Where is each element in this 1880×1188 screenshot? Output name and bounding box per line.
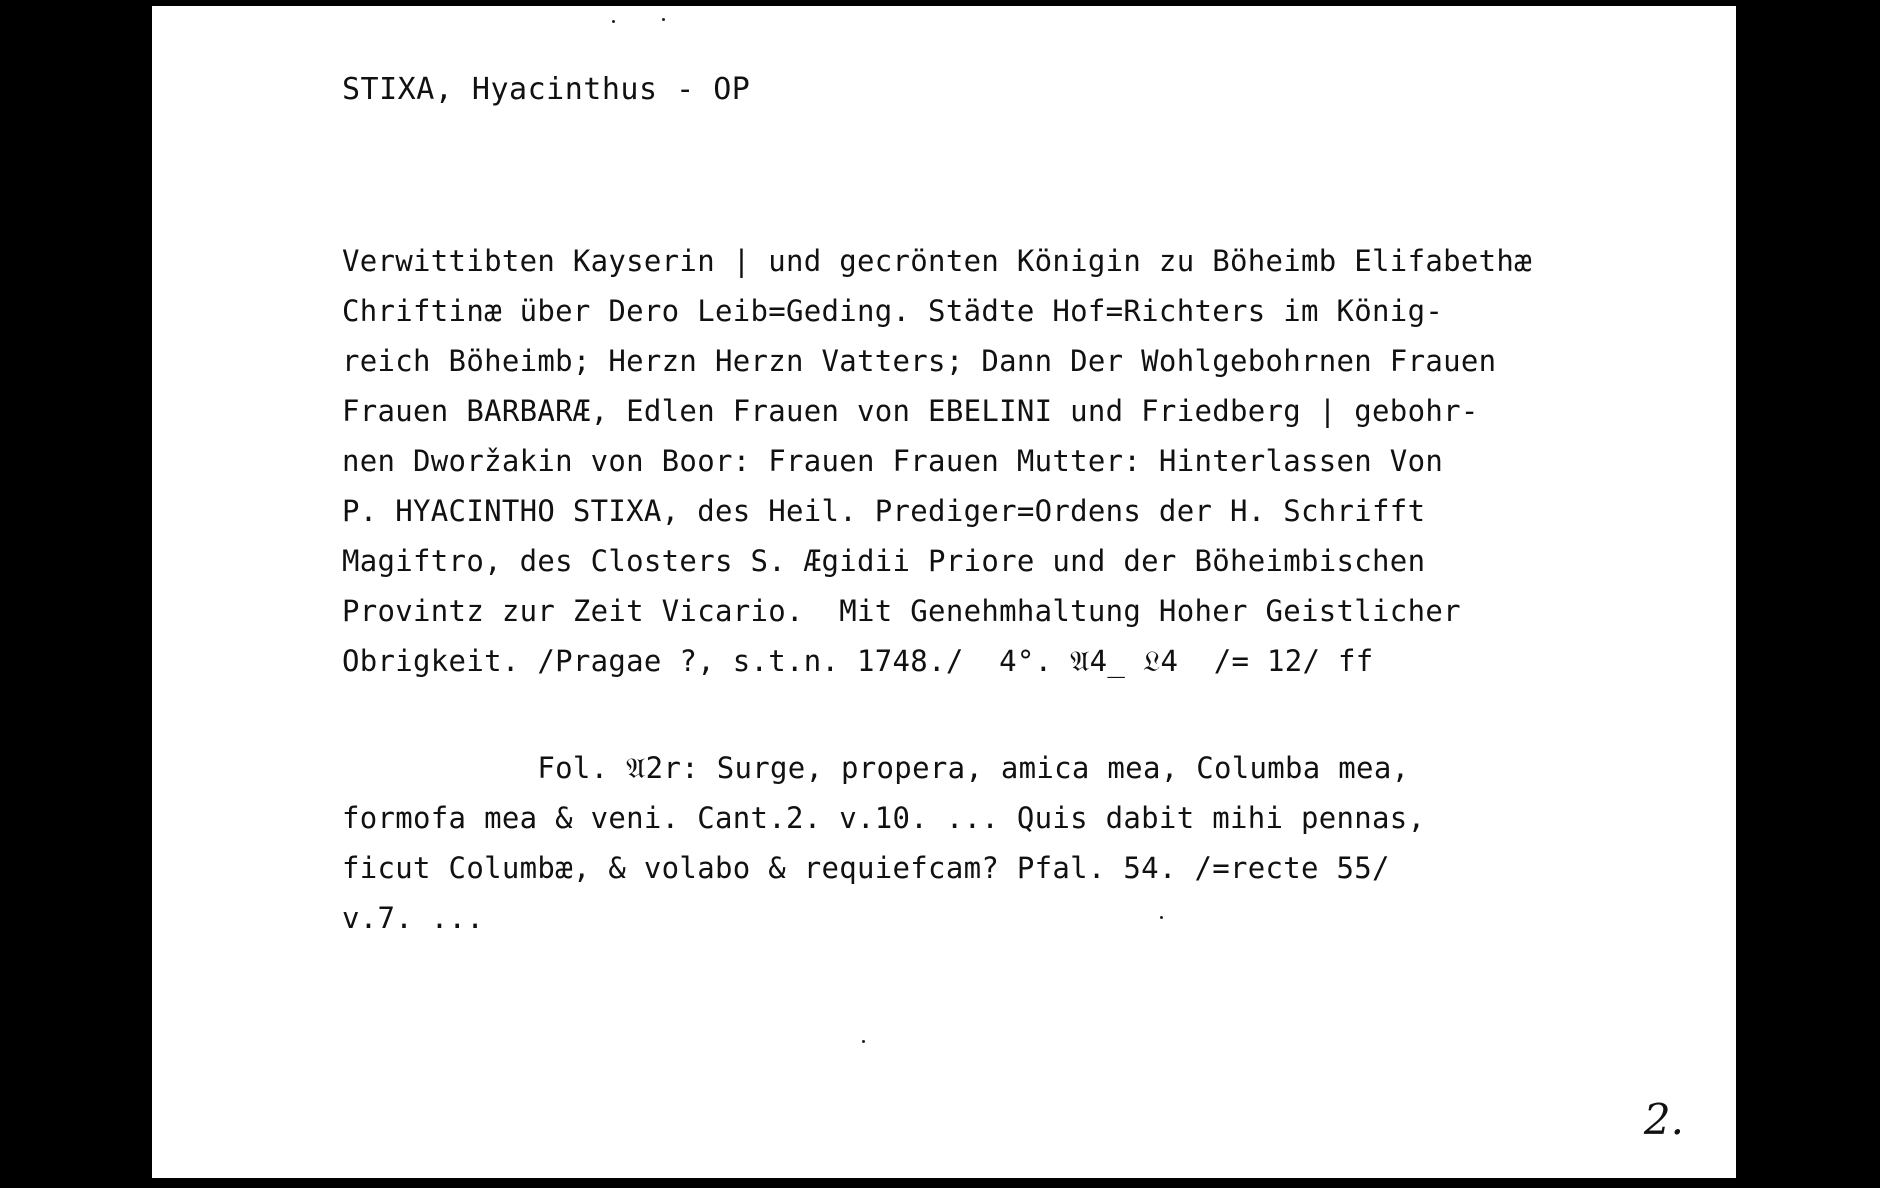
note-line: formofa mea & veni. Cant.2. v.10. ... Quis dabit mihi pennas, (342, 801, 1426, 835)
description-line: Obrigkeit. /Pragae ?, s.t.n. 1748./ 4°. 𝔄4_ 𝔏4 /= 12/ ff (342, 644, 1374, 678)
scan-speck (862, 1040, 865, 1043)
description-line: reich Böheimb; Herzn Herzn Vatters; Dann Der Wohlgebohrnen Frauen (342, 344, 1497, 378)
scan-speck (662, 18, 665, 21)
description-line: P. HYACINTHO STIXA, des Heil. Prediger=Ordens der H. Schrifft (342, 494, 1426, 528)
description-line: Verwittibten Kayserin | und gecrönten Königin zu Böheimb Elifabethæ (342, 244, 1532, 278)
page-number: 2. (1643, 1095, 1684, 1144)
right-scan-border (1736, 0, 1880, 1188)
note-line: v.7. ... (342, 901, 485, 935)
description-line: Magiftro, des Closters S. Ægidii Priore und der Böheimbischen (342, 544, 1426, 578)
description-line: Chriftinæ über Dero Leib=Geding. Städte Hof=Richters im König- (342, 294, 1444, 328)
left-scan-border (0, 0, 152, 1188)
scan-speck (1160, 916, 1163, 919)
card-heading: STIXA, Hyacinthus - OP (342, 72, 751, 107)
note-line: Fol. 𝔄2r: Surge, propera, amica mea, Columba mea, (342, 751, 1410, 785)
bibliographic-description (342, 236, 1532, 686)
description-line: Frauen BARBARÆ, Edlen Frauen von EBELINI und Friedberg | gebohr- (342, 394, 1479, 428)
note-line: ficut Columbæ, & volabo & requiefcam? Pfal. 54. /=recte 55/ (342, 851, 1390, 885)
scan-speck (612, 20, 615, 23)
quotation-note (342, 743, 1425, 943)
description-line: nen Dworžakin von Boor: Frauen Frauen Mutter: Hinterlassen Von (342, 444, 1444, 478)
description-line: Provintz zur Zeit Vicario. Mit Genehmhaltung Hoher Geistlicher (342, 594, 1461, 628)
catalog-card (152, 6, 1736, 1178)
